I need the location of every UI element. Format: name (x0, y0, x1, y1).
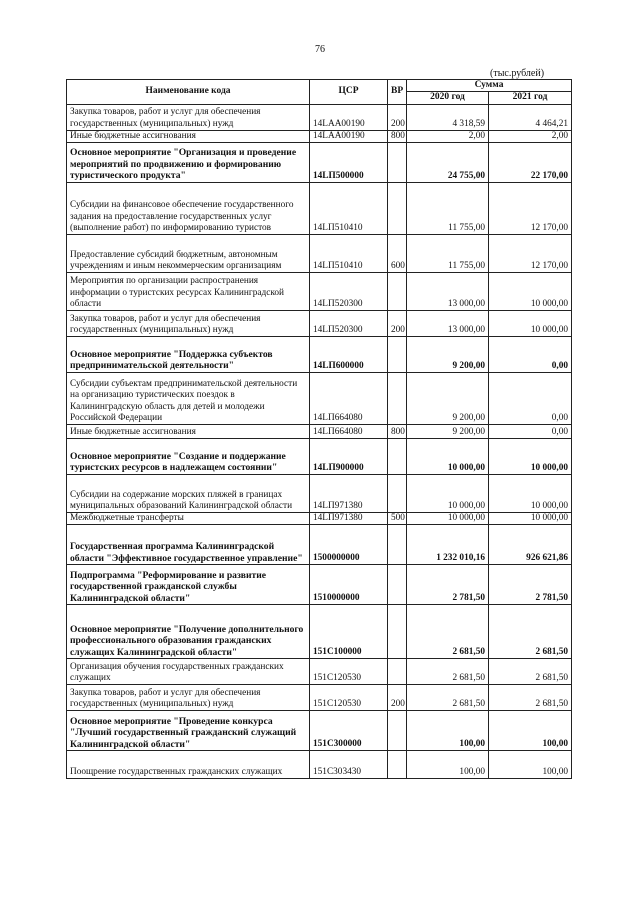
row-sum-2021: 2 681,50 (489, 605, 572, 659)
units-label: (тыс.рублей) (490, 68, 545, 79)
table-row (67, 659, 572, 685)
row-sum-2021: 0,00 (489, 336, 572, 372)
row-code-csr: 151С100000 (310, 605, 388, 659)
table-row (67, 272, 572, 310)
row-sum-2021: 100,00 (489, 711, 572, 751)
row-code-csr: 151С120530 (310, 659, 388, 685)
row-code-vr (388, 272, 407, 310)
row-code-csr: 14LП971380 (310, 512, 388, 524)
row-code-csr: 14LП520300 (310, 272, 388, 310)
row-name: Закупка товаров, работ и услуг для обеспечения государственных (муниципальных) нужд (67, 685, 310, 711)
row-code-csr: 14LП971380 (310, 474, 388, 512)
row-name: Межбюджетные трансферты (67, 512, 310, 524)
row-code-csr: 151С303430 (310, 751, 388, 779)
table-row (67, 234, 572, 272)
table-row (67, 438, 572, 474)
table-row (67, 711, 572, 751)
row-code-vr (388, 438, 407, 474)
row-sum-2020: 1 232 010,16 (407, 525, 489, 565)
row-sum-2020: 24 755,00 (407, 142, 489, 182)
row-sum-2020: 100,00 (407, 751, 489, 779)
row-sum-2021: 100,00 (489, 751, 572, 779)
row-sum-2021: 2 681,50 (489, 685, 572, 711)
row-sum-2020: 13 000,00 (407, 272, 489, 310)
row-sum-2021: 10 000,00 (489, 272, 572, 310)
row-name: Субсидии на содержание морских пляжей в границах муниципальных образований Калининградской области (67, 474, 310, 512)
row-sum-2021: 12 170,00 (489, 234, 572, 272)
row-sum-2020: 9 200,00 (407, 336, 489, 372)
row-sum-2020: 2 681,50 (407, 659, 489, 685)
row-sum-2021: 4 464,21 (489, 104, 572, 130)
row-sum-2021: 0,00 (489, 372, 572, 424)
header-csr: ЦСР (310, 80, 388, 105)
row-name: Субсидии на финансовое обеспечение государственного задания на предоставление государственных услуг (выполнение работ) по информированию туристов (67, 182, 310, 234)
row-sum-2021: 0,00 (489, 424, 572, 438)
table-row (67, 104, 572, 130)
table-body (67, 104, 572, 778)
row-sum-2020: 10 000,00 (407, 438, 489, 474)
row-sum-2021: 926 621,86 (489, 525, 572, 565)
row-code-csr: 1510000000 (310, 565, 388, 605)
row-code-csr: 14LП510410 (310, 234, 388, 272)
table-row (67, 310, 572, 336)
row-sum-2020: 9 200,00 (407, 424, 489, 438)
row-code-vr: 200 (388, 310, 407, 336)
table-row (67, 685, 572, 711)
row-code-vr: 800 (388, 130, 407, 142)
header-sum: Сумма (407, 80, 572, 92)
header-vr: ВР (388, 80, 407, 105)
row-sum-2020: 2 681,50 (407, 685, 489, 711)
header-year-2020: 2020 год (407, 92, 489, 104)
row-code-vr: 800 (388, 424, 407, 438)
row-sum-2020: 2,00 (407, 130, 489, 142)
row-sum-2020: 2 781,50 (407, 565, 489, 605)
row-code-vr (388, 372, 407, 424)
row-code-csr: 14LП600000 (310, 336, 388, 372)
row-name: Основное мероприятие "Проведение конкурса "Лучший государственный гражданский служащий Калининградской области" (67, 711, 310, 751)
row-sum-2021: 10 000,00 (489, 512, 572, 524)
table-row (67, 182, 572, 234)
row-name: Закупка товаров, работ и услуг для обеспечения государственных (муниципальных) нужд (67, 104, 310, 130)
row-name: Иные бюджетные ассигнования (67, 424, 310, 438)
row-sum-2020: 10 000,00 (407, 474, 489, 512)
header-year-2021: 2021 год (489, 92, 572, 104)
row-name: Иные бюджетные ассигнования (67, 130, 310, 142)
row-sum-2020: 11 755,00 (407, 234, 489, 272)
row-code-vr: 200 (388, 685, 407, 711)
row-sum-2021: 2,00 (489, 130, 572, 142)
row-code-vr: 600 (388, 234, 407, 272)
row-code-vr (388, 142, 407, 182)
row-code-vr (388, 525, 407, 565)
table-row (67, 512, 572, 524)
row-name: Основное мероприятие "Поддержка субъектов предпринимательской деятельности" (67, 336, 310, 372)
row-code-vr (388, 711, 407, 751)
row-name: Поощрение государственных гражданских служащих (67, 751, 310, 779)
row-sum-2020: 13 000,00 (407, 310, 489, 336)
row-code-csr: 14LП664080 (310, 424, 388, 438)
row-sum-2021: 10 000,00 (489, 474, 572, 512)
row-code-vr (388, 659, 407, 685)
row-sum-2020: 4 318,59 (407, 104, 489, 130)
row-sum-2021: 2 681,50 (489, 659, 572, 685)
row-sum-2021: 22 170,00 (489, 142, 572, 182)
row-sum-2021: 12 170,00 (489, 182, 572, 234)
row-name: Предоставление субсидий бюджетным, автономным учреждениям и иным некоммерческим организациям (67, 234, 310, 272)
row-code-csr: 14LП520300 (310, 310, 388, 336)
row-sum-2021: 10 000,00 (489, 310, 572, 336)
table-row (67, 525, 572, 565)
row-name: Мероприятия по организации распространения информации о туристских ресурсах Калининградской области (67, 272, 310, 310)
table-row (67, 474, 572, 512)
row-sum-2020: 10 000,00 (407, 512, 489, 524)
table-row (67, 424, 572, 438)
row-sum-2021: 10 000,00 (489, 438, 572, 474)
row-code-csr: 1500000000 (310, 525, 388, 565)
table-row (67, 142, 572, 182)
row-code-vr: 200 (388, 104, 407, 130)
row-code-csr: 14LП510410 (310, 182, 388, 234)
row-code-vr (388, 751, 407, 779)
row-name: Подпрограмма "Реформирование и развитие государственной гражданской службы Калининградской области" (67, 565, 310, 605)
table-row (67, 565, 572, 605)
row-code-vr (388, 605, 407, 659)
row-sum-2020: 2 681,50 (407, 605, 489, 659)
row-sum-2020: 100,00 (407, 711, 489, 751)
row-sum-2021: 2 781,50 (489, 565, 572, 605)
row-name: Субсидии субъектам предпринимательской деятельности на организацию туристических поездок в Калининградскую область для детей и молодежи Российской Федерации (67, 372, 310, 424)
row-sum-2020: 11 755,00 (407, 182, 489, 234)
row-code-csr: 14LAA00190 (310, 130, 388, 142)
row-name: Основное мероприятие "Получение дополнительного профессионального образования гражданских служащих Калининградской области" (67, 605, 310, 659)
row-code-vr (388, 474, 407, 512)
table-row (67, 130, 572, 142)
row-code-vr (388, 565, 407, 605)
row-code-csr: 14LП664080 (310, 372, 388, 424)
row-name: Организация обучения государственных гражданских служащих (67, 659, 310, 685)
table-row (67, 336, 572, 372)
table-row (67, 372, 572, 424)
row-name: Закупка товаров, работ и услуг для обеспечения государственных (муниципальных) нужд (67, 310, 310, 336)
row-code-vr (388, 336, 407, 372)
header-name: Наименование кода (67, 80, 310, 105)
row-code-vr (388, 182, 407, 234)
row-name: Государственная программа Калининградской области "Эффективное государственное управление" (67, 525, 310, 565)
page-number: 76 (315, 44, 325, 55)
table-row (67, 751, 572, 779)
row-code-csr: 14LAA00190 (310, 104, 388, 130)
row-name: Основное мероприятие "Организация и проведение мероприятий по продвижению и формированию туристического продукта" (67, 142, 310, 182)
row-code-csr: 151С300000 (310, 711, 388, 751)
row-sum-2020: 9 200,00 (407, 372, 489, 424)
budget-table (66, 79, 572, 779)
table-row (67, 605, 572, 659)
row-code-csr: 14LП500000 (310, 142, 388, 182)
row-code-csr: 151С120530 (310, 685, 388, 711)
row-code-csr: 14LП900000 (310, 438, 388, 474)
row-code-vr: 500 (388, 512, 407, 524)
row-name: Основное мероприятие "Создание и поддержание туристских ресурсов в надлежащем состоянии" (67, 438, 310, 474)
